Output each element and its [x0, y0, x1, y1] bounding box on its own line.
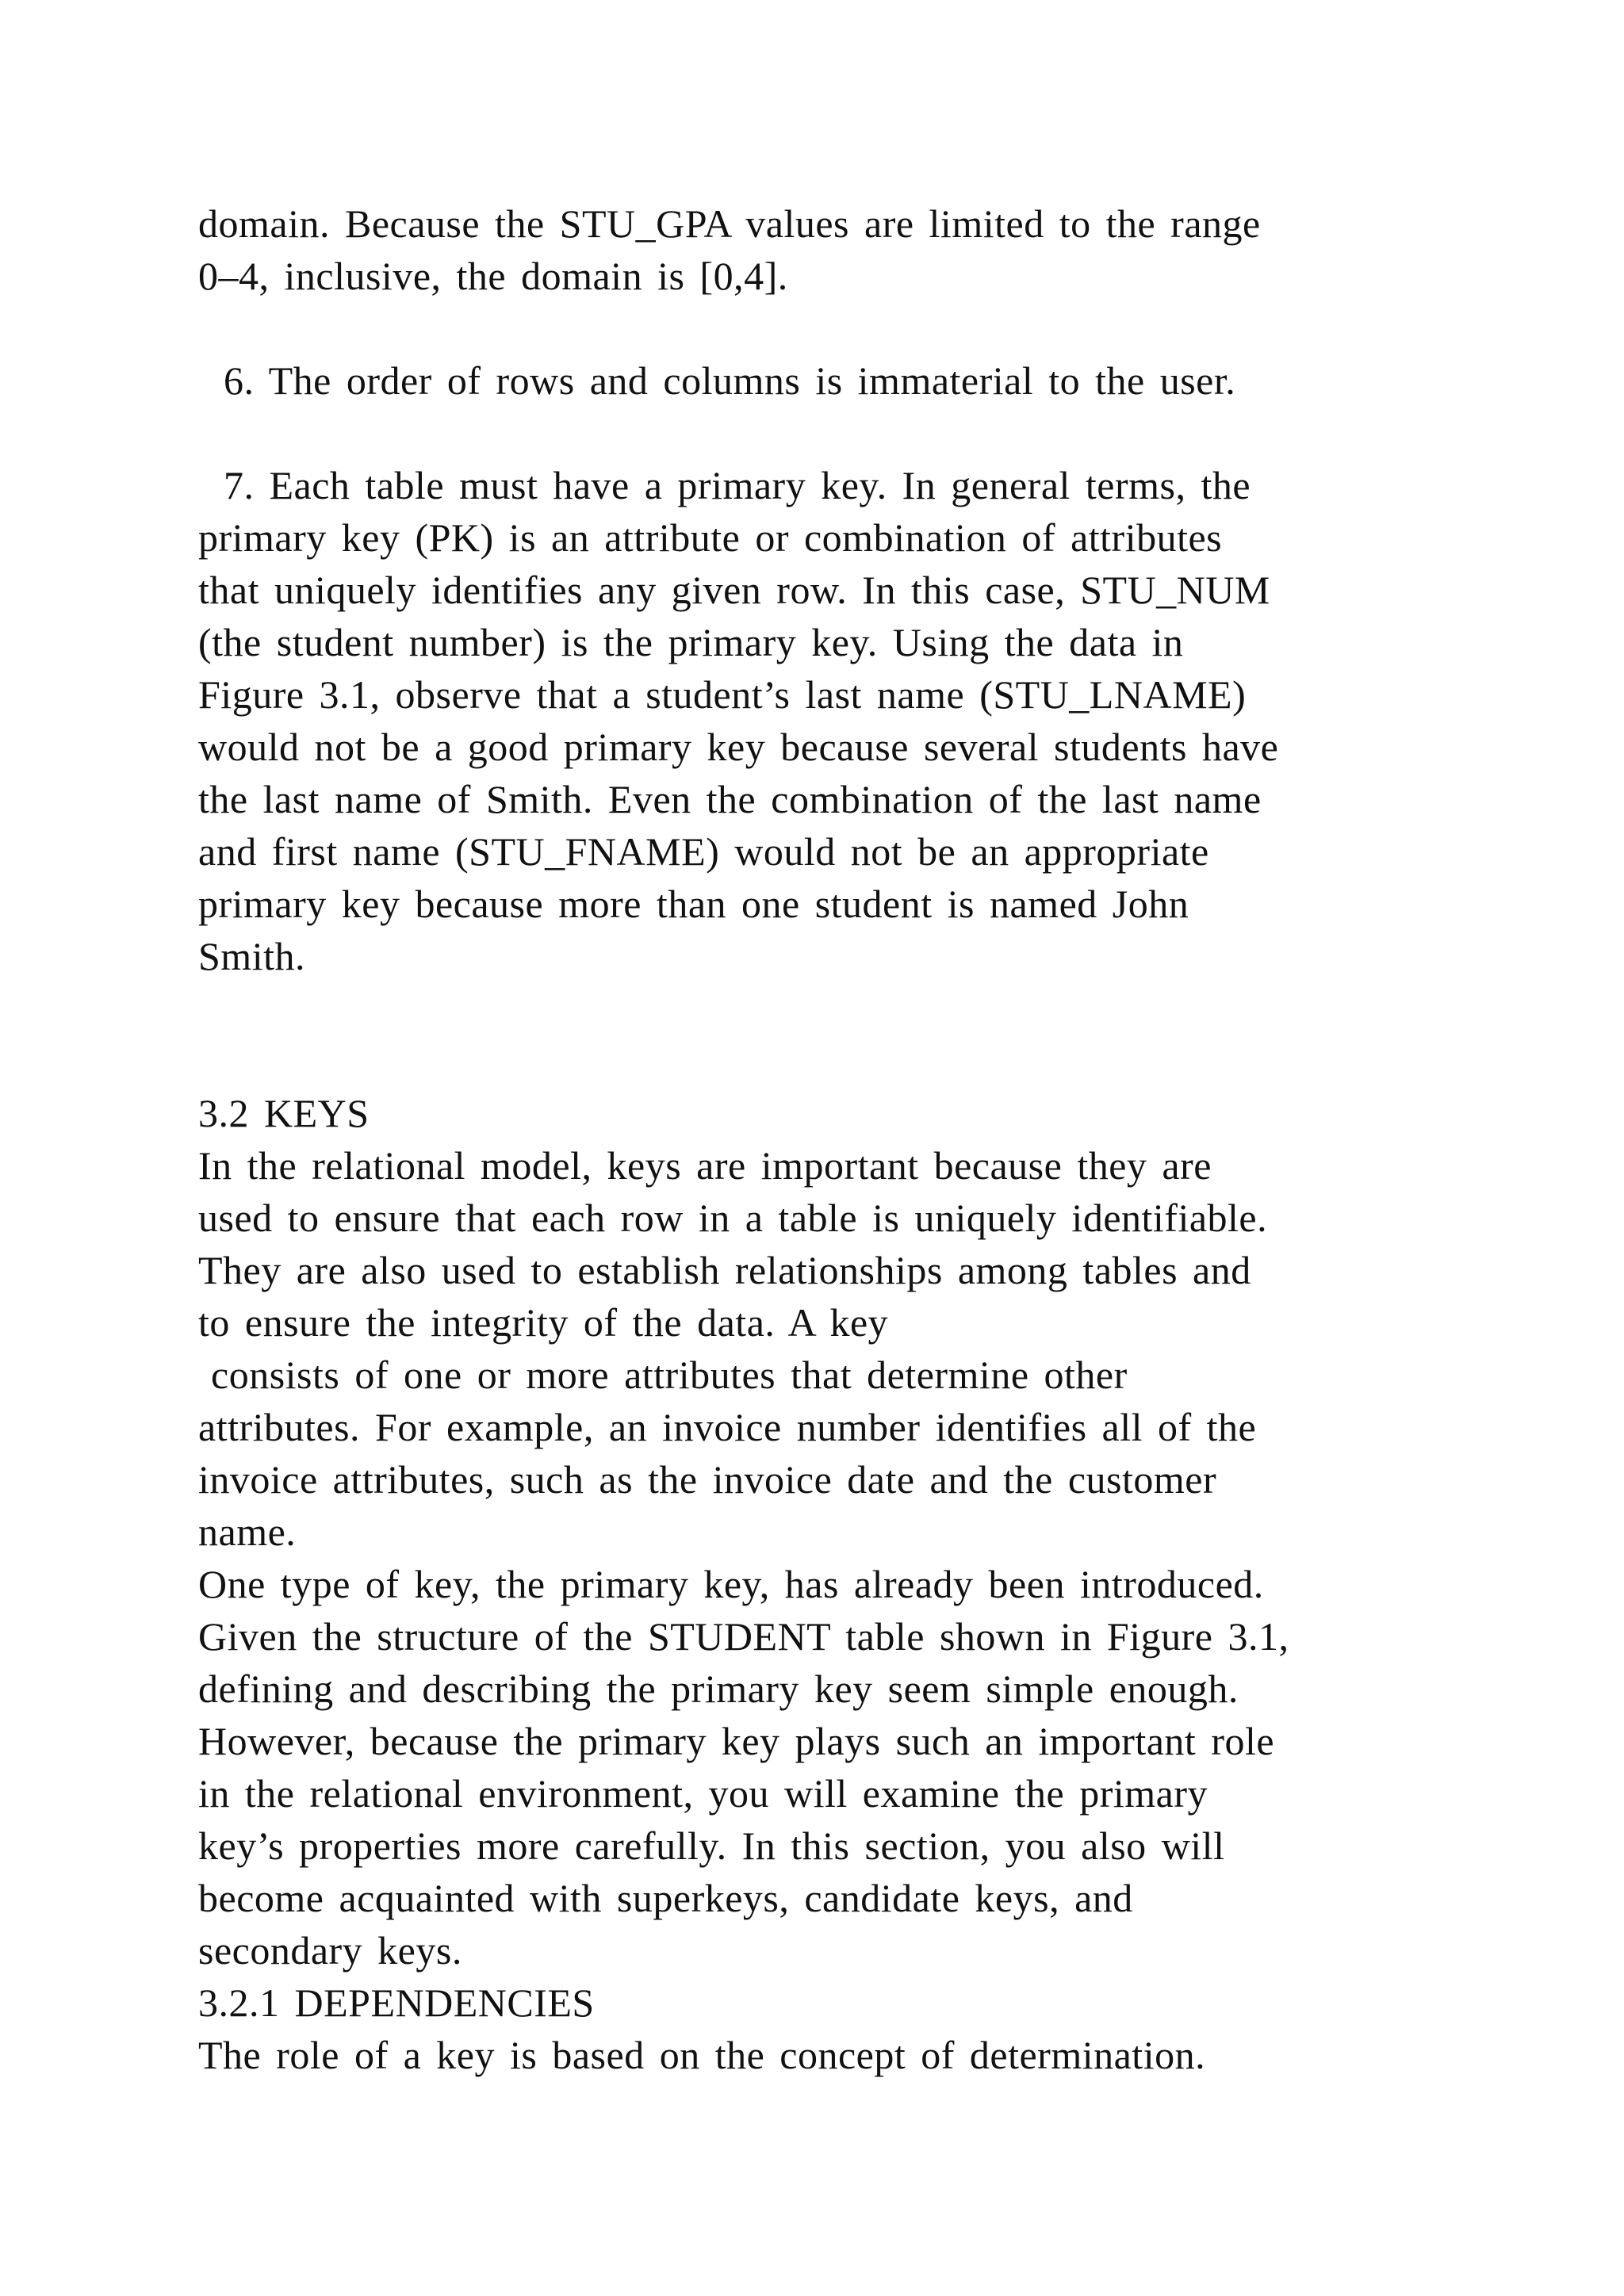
paragraph-line: that uniquely identifies any given row. In this case, STU_NUM — [198, 568, 1270, 612]
paragraph-line: invoice attributes, such as the invoice date and the customer — [198, 1457, 1217, 1502]
paragraph-line: Smith. — [198, 934, 305, 978]
paragraph-line: 0–4, inclusive, the domain is [0,4]. — [198, 254, 788, 298]
section-heading: 3.2 KEYS — [198, 1091, 370, 1135]
paragraph-line: key’s properties more carefully. In this section, you also will — [198, 1823, 1225, 1868]
paragraph-line: name. — [198, 1510, 297, 1554]
paragraph-line: consists of one or more attributes that determine other — [211, 1353, 1128, 1397]
paragraph-line: Figure 3.1, observe that a student’s last name (STU_LNAME) — [198, 672, 1247, 717]
paragraph-line: One type of key, the primary key, has already been introduced. — [198, 1562, 1264, 1606]
paragraph-line: become acquainted with superkeys, candidate keys, and — [198, 1876, 1133, 1920]
paragraph-line: However, because the primary key plays such an important role — [198, 1719, 1275, 1763]
paragraph-line: The role of a key is based on the concept of determination. — [198, 2033, 1206, 2077]
list-item-6: 6. The order of rows and columns is immaterial to the user. — [224, 358, 1236, 403]
paragraph-line: secondary keys. — [198, 1928, 462, 1973]
paragraph-line: to ensure the integrity of the data. A key — [198, 1300, 889, 1345]
paragraph-line: primary key (PK) is an attribute or combination of attributes — [198, 515, 1223, 560]
paragraph-line: the last name of Smith. Even the combination of the last name — [198, 777, 1262, 821]
paragraph-line: Given the structure of the STUDENT table shown in Figure 3.1, — [198, 1614, 1289, 1659]
paragraph-line: attributes. For example, an invoice number identifies all of the — [198, 1405, 1257, 1449]
paragraph-line: In the relational model, keys are important because they are — [198, 1143, 1212, 1188]
paragraph-line: domain. Because the STU_GPA values are limited to the range — [198, 201, 1261, 246]
paragraph-line: would not be a good primary key because several students have — [198, 725, 1279, 769]
paragraph-line: They are also used to establish relationships among tables and — [198, 1248, 1251, 1292]
paragraph-line: (the student number) is the primary key. Using the data in — [198, 620, 1184, 664]
subsection-heading: 3.2.1 DEPENDENCIES — [198, 1980, 595, 2025]
paragraph-line: in the relational environment, you will examine the primary — [198, 1771, 1208, 1816]
paragraph-line: used to ensure that each row in a table is uniquely identifiable. — [198, 1196, 1268, 1240]
paragraph-line: and first name (STU_FNAME) would not be an appropriate — [198, 829, 1209, 874]
paragraph-line: primary key because more than one student is named John — [198, 882, 1189, 926]
paragraph-line: defining and describing the primary key seem simple enough. — [198, 1667, 1239, 1711]
list-item-7: 7. Each table must have a primary key. In general terms, the — [224, 463, 1251, 507]
